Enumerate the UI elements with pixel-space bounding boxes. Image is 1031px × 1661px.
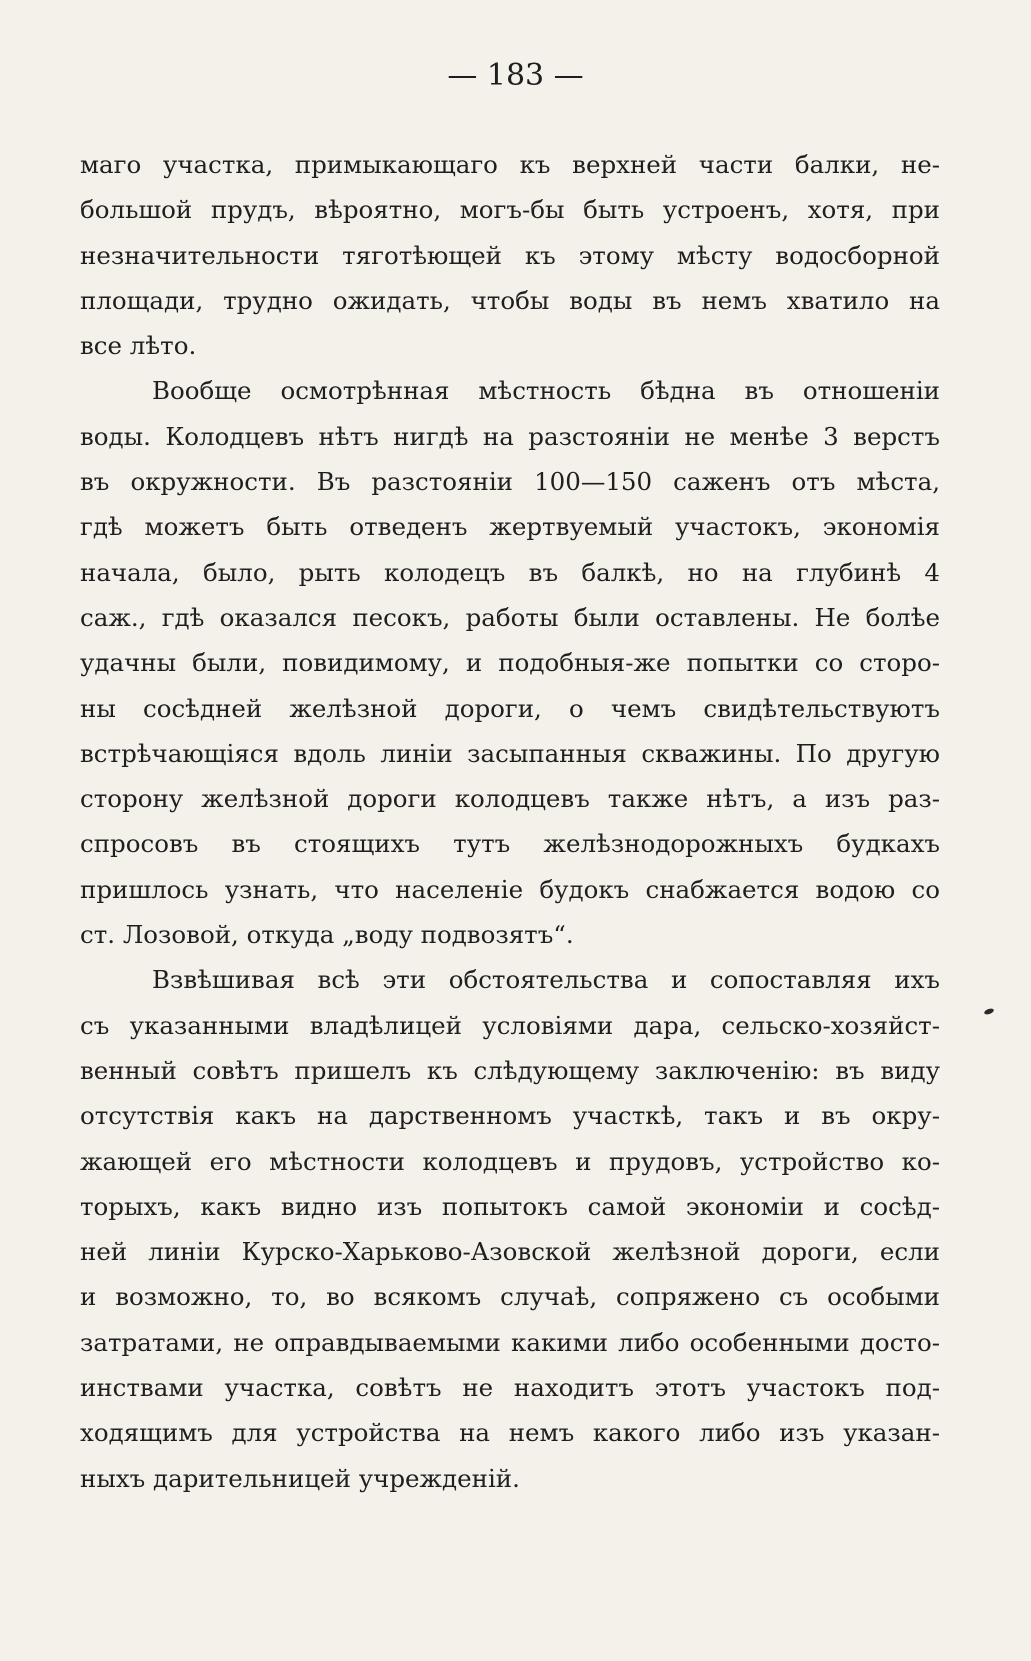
body-text: [80, 142, 940, 1501]
page-number: — 183 —: [447, 58, 584, 93]
text-line: все лѣто.: [80, 331, 197, 361]
text-line: незначительности тяготѣющей къ этому мѣсту водосборной: [80, 240, 940, 270]
text-line: пришлось узнать, что населеніе будокъ снабжается водою со: [80, 874, 940, 904]
text-line: Взвѣшивая всѣ эти обстоятельства и сопоставляя ихъ: [152, 965, 940, 995]
text-line: удачны были, повидимому, и подобныя-же попытки со сторо-: [80, 648, 940, 678]
text-line: встрѣчающіяся вдоль линіи засыпанныя скважины. По другую: [80, 738, 940, 768]
text-line: жающей его мѣстности колодцевъ и прудовъ, устройство ко-: [80, 1146, 940, 1176]
text-line: съ указанными владѣлицей условіями дара, сельско-хозяйст-: [80, 1010, 940, 1040]
text-line: сторону желѣзной дороги колодцевъ также нѣтъ, а изъ раз-: [80, 784, 940, 814]
text-line: Вообще осмотрѣнная мѣстность бѣдна въ отношеніи: [152, 376, 940, 406]
text-line: затратами, не оправдываемыми какими либо особенными досто-: [80, 1327, 940, 1357]
text-line: ны сосѣдней желѣзной дороги, о чемъ свидѣтельствуютъ: [80, 693, 940, 723]
text-line: и возможно, то, во всякомъ случаѣ, сопряжено съ особыми: [80, 1282, 940, 1312]
paragraph: [80, 368, 940, 957]
paragraph: [80, 957, 940, 1501]
text-line: въ окружности. Въ разстояніи 100—150 саженъ отъ мѣста,: [80, 467, 940, 497]
text-line: большой прудъ, вѣроятно, могъ-бы быть устроенъ, хотя, при: [80, 195, 940, 225]
text-line: венный совѣтъ пришелъ къ слѣдующему заключенію: въ виду: [80, 1055, 940, 1085]
text-line: торыхъ, какъ видно изъ попытокъ самой экономіи и сосѣд-: [80, 1191, 940, 1221]
ink-speck: [983, 1007, 994, 1015]
text-line: ныхъ дарительницей учрежденій.: [80, 1463, 520, 1493]
text-line: ней линіи Курско-Харьково-Азовской желѣзной дороги, если: [80, 1237, 940, 1267]
text-line: инствами участка, совѣтъ не находитъ этотъ участокъ под-: [80, 1373, 940, 1403]
text-line: воды. Колодцевъ нѣтъ нигдѣ на разстояніи не менѣе 3 верстъ: [80, 421, 940, 451]
text-line: маго участка, примыкающаго къ верхней части балки, не-: [80, 150, 940, 179]
paragraph: [80, 142, 940, 368]
text-line: начала, было, рыть колодецъ въ балкѣ, но на глубинѣ 4: [80, 557, 940, 587]
text-line: ст. Лозовой, откуда „воду подвозятъ“.: [80, 920, 574, 950]
text-line: ходящимъ для устройства на немъ какого либо изъ указан-: [80, 1418, 940, 1448]
text-line: спросовъ въ стоящихъ тутъ желѣзнодорожныхъ будкахъ: [80, 829, 940, 859]
text-line: саж., гдѣ оказался песокъ, работы были оставлены. Не болѣе: [80, 602, 940, 632]
text-line: отсутствія какъ на дарственномъ участкѣ, такъ и въ окру-: [80, 1101, 940, 1131]
text-line: площади, трудно ожидать, чтобы воды въ немъ хватило на: [80, 285, 940, 315]
text-line: гдѣ можетъ быть отведенъ жертвуемый участокъ, экономія: [80, 512, 940, 542]
